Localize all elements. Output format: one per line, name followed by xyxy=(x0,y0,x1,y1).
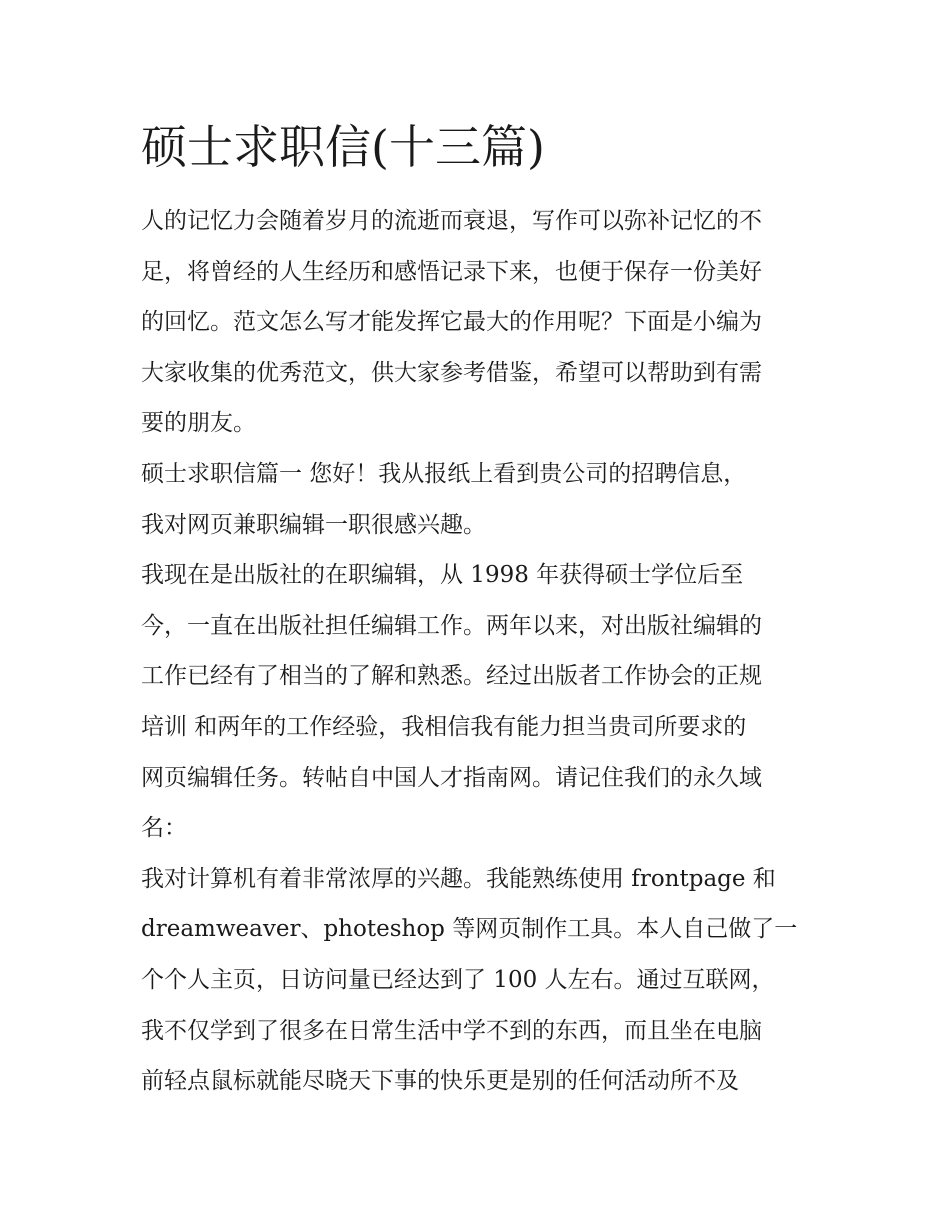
text-line: 大家收集的优秀范文，供大家参考借鉴，希望可以帮助到有需 xyxy=(141,359,762,386)
text-line: 培训 和两年的工作经验，我相信我有能力担当贵司所要求的 xyxy=(141,713,747,740)
text-line: 要的朋友。 xyxy=(141,410,256,437)
text-line: 前轻点鼠标就能尽晓天下事的快乐更是别的任何活动所不及 xyxy=(141,1068,739,1095)
letter-greeting-paragraph xyxy=(141,449,816,550)
text-line: 我现在是出版社的在职编辑，从 1998 年获得硕士学位后至 xyxy=(141,562,744,589)
document-title: 硕士求职信(十三篇) xyxy=(141,120,545,174)
text-line: 名： xyxy=(141,815,187,842)
experience-paragraph xyxy=(141,550,816,854)
text-line: 网页编辑任务。转帖自中国人才指南网。请记住我们的永久域 xyxy=(141,764,762,791)
text-line: 我不仅学到了很多在日常生活中学不到的东西，而且坐在电脑 xyxy=(141,1017,762,1044)
text-line: 我对计算机有着非常浓厚的兴趣。我能熟练使用 frontpage 和 xyxy=(141,865,776,892)
text-line: 硕士求职信篇一 您好！我从报纸上看到贵公司的招聘信息， xyxy=(141,460,747,487)
text-line: 今，一直在出版社担任编辑工作。两年以来，对出版社编辑的 xyxy=(141,612,762,639)
text-line: 的回忆。范文怎么写才能发挥它最大的作用呢？下面是小编为 xyxy=(141,309,762,336)
document-body xyxy=(141,112,816,1107)
text-line: 我对网页兼职编辑一职很感兴趣。 xyxy=(141,511,486,538)
skills-paragraph xyxy=(141,854,816,1107)
intro-paragraph xyxy=(141,196,816,449)
text-line: 个个人主页，日访问量已经达到了 100 人左右。通过互联网， xyxy=(141,966,775,993)
text-line: 足，将曾经的人生经历和感悟记录下来，也便于保存一份美好 xyxy=(141,258,762,285)
text-line: 工作已经有了相当的了解和熟悉。经过出版者工作协会的正规 xyxy=(141,663,762,690)
text-line: dreamweaver、photeshop 等网页制作工具。本人自己做了一 xyxy=(141,916,798,943)
text-line: 人的记忆力会随着岁月的流逝而衰退，写作可以弥补记忆的不 xyxy=(141,208,762,234)
